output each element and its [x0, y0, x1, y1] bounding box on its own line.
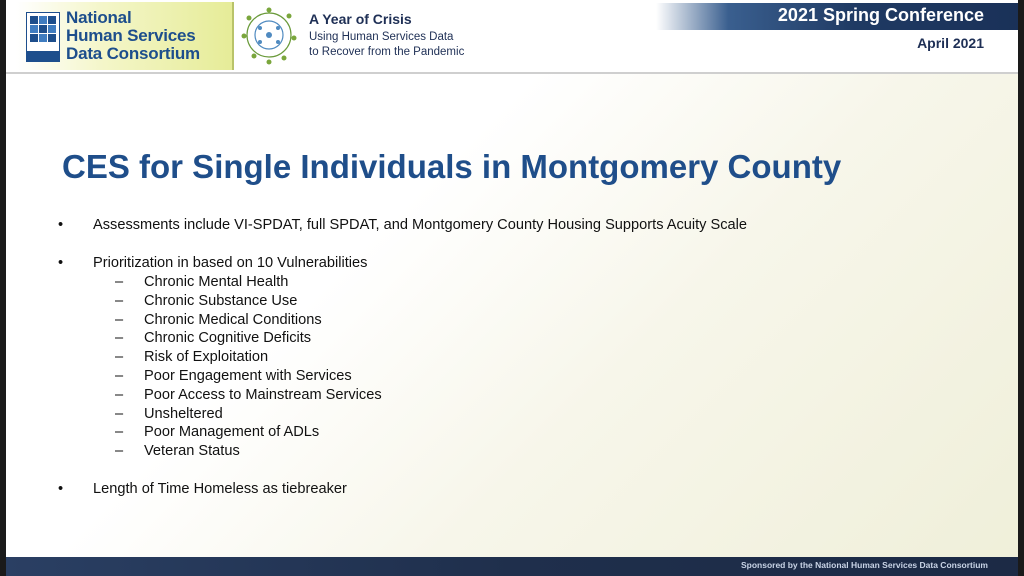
sub-bullet-text: Veteran Status — [144, 443, 240, 460]
bullet-item — [58, 254, 998, 273]
logo-line-2: Human Services — [66, 26, 196, 45]
slide-title: CES for Single Individuals in Montgomery County — [62, 148, 842, 185]
sub-bullet-item — [58, 367, 998, 386]
nhsdc-logo-icon — [26, 12, 60, 62]
sub-bullet-text: Poor Access to Mainstream Services — [144, 386, 382, 403]
sub-bullet-text: Chronic Cognitive Deficits — [144, 330, 312, 347]
bullet-icon: • — [58, 217, 64, 233]
dash-icon: – — [115, 443, 124, 460]
dash-icon: – — [115, 311, 124, 328]
bullet-icon: • — [58, 255, 64, 271]
nhsdc-logo-text — [66, 9, 200, 63]
bullet-icon: • — [58, 480, 64, 497]
bullet-text: Prioritization in based on 10 Vulnerabilities — [93, 255, 368, 271]
sub-bullet-item — [58, 273, 998, 292]
slide-content — [58, 216, 998, 499]
sub-bullet-item — [58, 311, 998, 330]
event-subtitle-line-1: Using Human Services Data — [309, 31, 454, 43]
sub-bullet-item — [58, 442, 998, 461]
slide-footer — [6, 557, 1018, 576]
conference-date: April 2021 — [917, 35, 984, 51]
sub-bullet-item — [58, 329, 998, 348]
crisis-globe-icon — [236, 4, 302, 66]
sub-bullet-item — [58, 423, 998, 442]
sub-bullet-text: Poor Management of ADLs — [144, 424, 320, 441]
event-subtitle — [309, 30, 464, 60]
sub-bullet-text: Risk of Exploitation — [144, 349, 269, 366]
event-subtitle-line-2: to Recover from the Pandemic — [309, 46, 465, 58]
dash-icon: – — [115, 274, 124, 290]
slide-header — [6, 0, 1018, 74]
dash-icon: – — [115, 330, 124, 347]
dash-icon: – — [115, 349, 124, 366]
dash-icon: – — [115, 405, 124, 422]
bullet-item — [58, 480, 998, 499]
sub-bullet-item — [58, 292, 998, 311]
dash-icon: – — [115, 292, 124, 309]
slide — [6, 0, 1018, 576]
event-title: A Year of Crisis — [309, 11, 412, 27]
bullet-text: Length of Time Homeless as tiebreaker — [93, 480, 347, 497]
sponsor-text: Sponsored by the National Human Services Data Consortium — [740, 560, 988, 570]
logo-line-3: Data Consortium — [66, 44, 200, 63]
bullet-item — [58, 216, 998, 235]
sub-bullet-text: Poor Engagement with Services — [144, 367, 352, 384]
sub-bullet-item — [58, 405, 998, 424]
nhsdc-logo — [16, 2, 234, 70]
dash-icon: – — [115, 386, 124, 403]
sub-bullet-item — [58, 348, 998, 367]
conference-banner — [656, 3, 1018, 30]
sub-bullet-text: Chronic Medical Conditions — [144, 311, 322, 328]
sub-bullet-text: Chronic Substance Use — [144, 292, 298, 309]
logo-line-1: National — [66, 8, 132, 27]
bullet-text: Assessments include VI-SPDAT, full SPDAT, and Montgomery County Housing Supports Acuity Scale — [93, 217, 748, 233]
dash-icon: – — [115, 424, 124, 441]
sub-bullet-text: Unsheltered — [144, 405, 223, 422]
sub-bullet-item — [58, 386, 998, 405]
dash-icon: – — [115, 367, 124, 384]
conference-name: 2021 Spring Conference — [777, 5, 984, 25]
sub-bullet-text: Chronic Mental Health — [144, 274, 289, 290]
